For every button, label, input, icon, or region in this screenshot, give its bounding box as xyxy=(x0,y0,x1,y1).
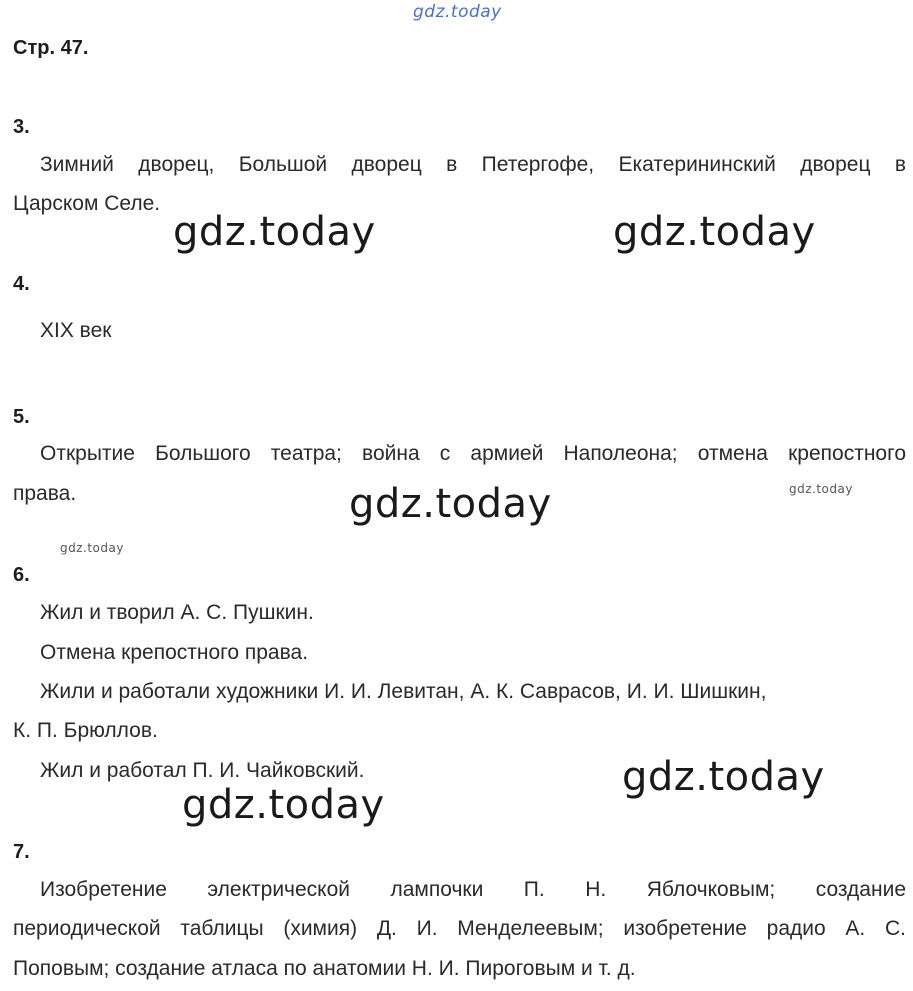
watermark: gdz.today xyxy=(182,782,385,828)
watermark-small: gdz.today xyxy=(789,482,853,496)
answer-line: Открытие Большого театра; война с армией Наполеона; отмена крепостного xyxy=(40,442,906,465)
answer-line: Царском Селе. xyxy=(13,192,161,215)
section-number: 3. xyxy=(13,116,30,138)
section-number: 5. xyxy=(13,406,30,428)
answer-line: права. xyxy=(13,482,77,505)
watermark: gdz.today xyxy=(622,754,825,800)
answer-line: Отмена крепостного права. xyxy=(40,641,309,664)
section-number: 6. xyxy=(13,564,30,586)
watermark: gdz.today xyxy=(613,209,816,255)
answer-line: Поповым; создание атласа по анатомии Н. И. Пироговым и т. д. xyxy=(13,957,636,980)
answer-line: Зимний дворец, Большой дворец в Петергофе, Екатерининский дворец в xyxy=(40,153,906,176)
watermark-small: gdz.today xyxy=(60,541,124,555)
watermark: gdz.today xyxy=(173,209,376,255)
answer-line: Изобретение электрической лампочки П. Н. Яблочковым; создание xyxy=(40,878,906,901)
answer-line: Жил и работал П. И. Чайковский. xyxy=(40,759,365,782)
answer-line: К. П. Брюллов. xyxy=(13,719,158,742)
watermark: gdz.today xyxy=(349,481,552,527)
section-number: 7. xyxy=(13,841,30,863)
answer-line: XIX век xyxy=(40,319,112,342)
section-number: 4. xyxy=(13,273,30,295)
answer-line: Жил и творил А. С. Пушкин. xyxy=(40,601,314,624)
watermark-top: gdz.today xyxy=(413,2,502,22)
page-title: Стр. 47. xyxy=(13,37,89,59)
answer-line: Жили и работали художники И. И. Левитан, А. К. Саврасов, И. И. Шишкин, xyxy=(40,680,767,703)
answer-line: периодической таблицы (химия) Д. И. Менделеевым; изобретение радио А. С. xyxy=(13,917,906,940)
